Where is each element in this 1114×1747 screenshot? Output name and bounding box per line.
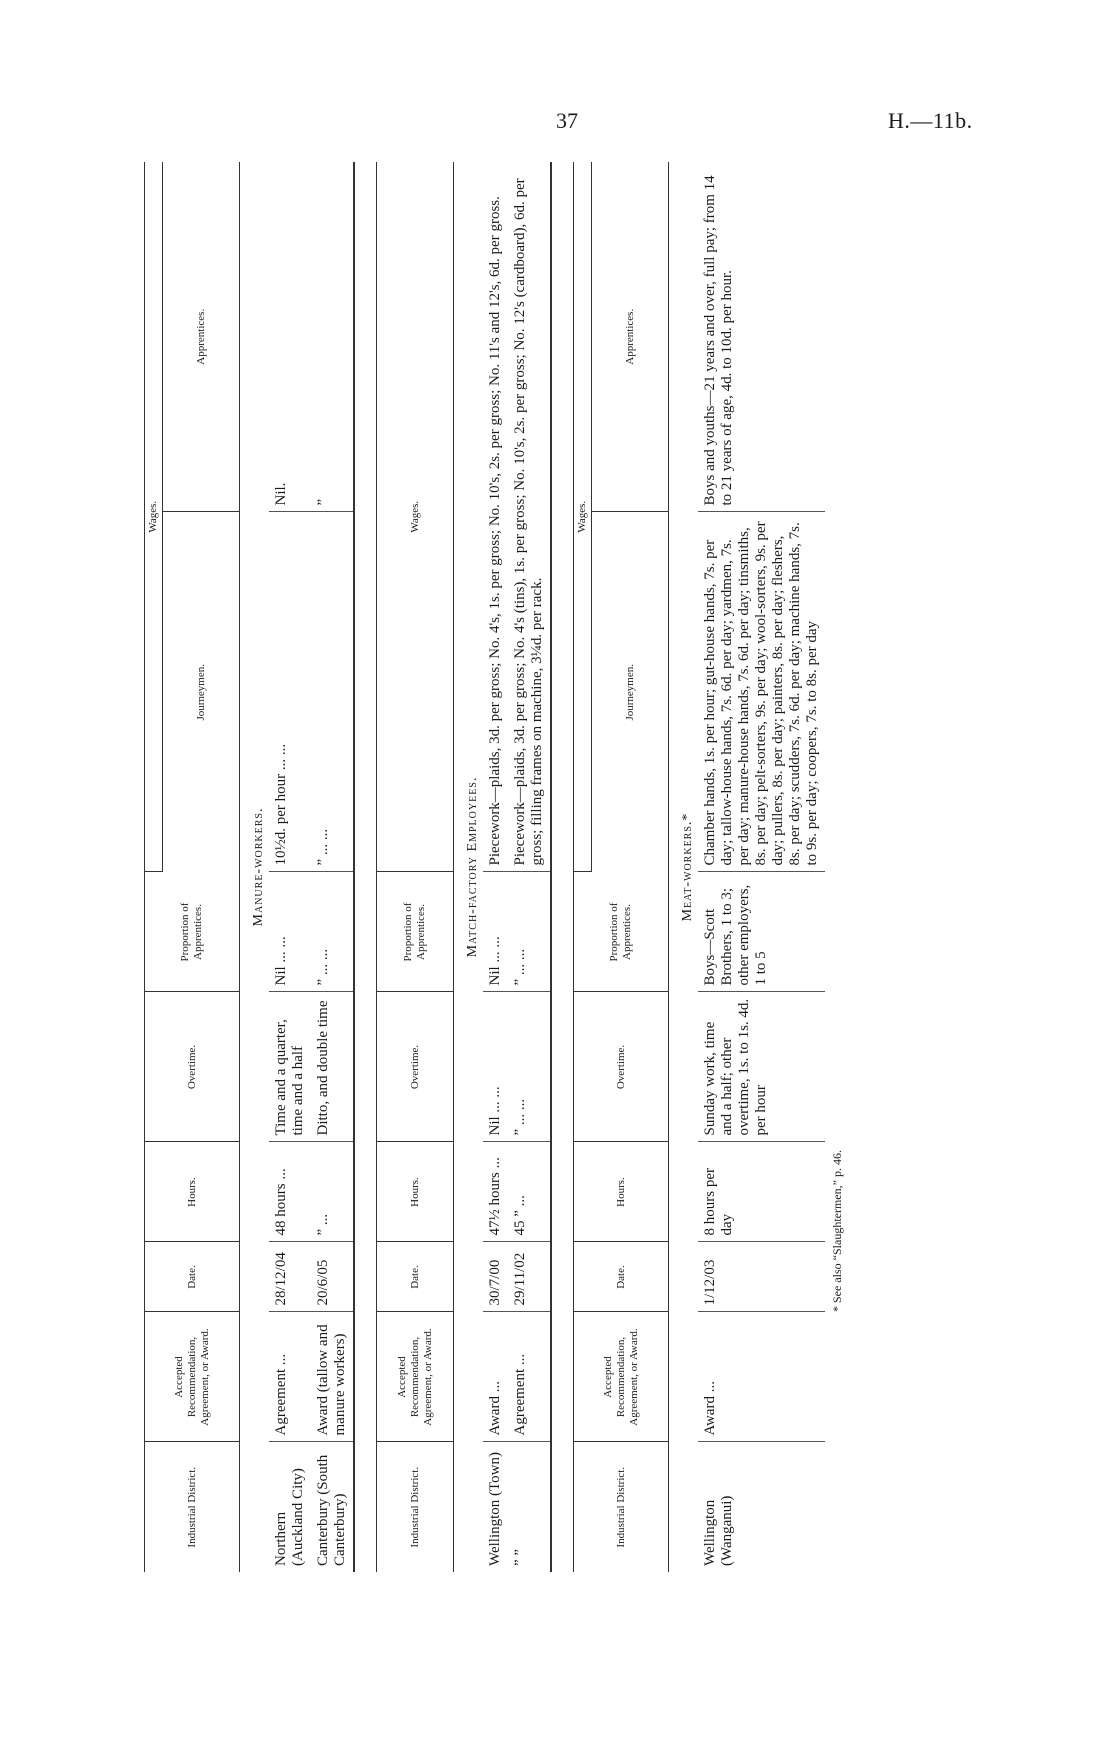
header-hours: Hours. [574,1142,669,1242]
wages: Piecework—plaids, 3d. per gross; No. 4's (tins), 1s. per gross; No. 10's, 2s. per gross; No. 12's (cardboard), 6d. per gross; filling frames on machine, 3¼d. per rack. [508,162,551,872]
table-row [698,162,825,1572]
date: 30/7/00 [483,1242,508,1312]
section-title-match: Match-factory Employees. [465,776,480,958]
table-row [311,162,354,1572]
header-overtime: Overtime. [574,992,669,1142]
header-wages: Wages. [145,162,163,872]
header-date: Date. [145,1242,240,1312]
header-apprentices: Apprentices. [163,162,240,512]
district: Canterbury (South Canterbury) [315,1454,348,1566]
overtime: Nil ... ... [483,992,508,1142]
rotated-wage-table [144,162,980,1572]
accepted: Agreement ... [269,1312,311,1442]
hours: 45 ” ... [508,1142,551,1242]
header-accepted: Accepted Recommendation, Agreement, or Award. [145,1312,240,1442]
header-wages: Wages. [377,162,454,872]
date: 1/12/03 [698,1242,825,1312]
header-overtime: Overtime. [145,992,240,1142]
date: 20/6/05 [311,1242,354,1312]
apprentice-wage: Nil. [269,162,311,512]
wages: Piecework—plaids, 3d. per gross; No. 4's, 1s. per gross; No. 10's, 2s. per gross; No. 11's and 12's, 6d. per gross. [483,162,508,872]
section-title-meat: Meat-workers.* [680,812,695,922]
manure-workers-table [144,162,376,1572]
footnote: * See also “Slaughtermen,” p. 46. [830,1150,844,1312]
accepted: Agreement ... [508,1312,551,1442]
proportion: Nil ... ... [269,872,311,992]
hours: ” ... [311,1142,354,1242]
proportion: Boys—Scott Brothers, 1 to 3; other employers, 1 to 5 [698,872,825,992]
overtime: ” ... ... [508,992,551,1142]
header-journeymen: Journeymen. [163,512,240,872]
header-proportion: Proportion of Apprentices. [145,872,240,992]
header-proportion: Proportion of Apprentices. [574,872,669,992]
section-title-manure: Manure-workers. [251,807,266,927]
apprentice-wage: Boys and youths—21 years and over, full pay; from 14 to 21 years of age, 4d. to 10d. per hour. [698,162,825,512]
proportion: ” ... ... [311,872,354,992]
district: Wellington (Wanganui) [702,1495,735,1566]
date: 29/11/02 [508,1242,551,1312]
apprentice-wage: ” [311,162,354,512]
header-accepted: Accepted Recommendation, Agreement, or Award. [377,1312,454,1442]
accepted: Award (tallow and manure workers) [311,1312,354,1442]
header-hours: Hours. [145,1142,240,1242]
header-date: Date. [377,1242,454,1312]
table-row [269,162,311,1572]
header-hours: Hours. [377,1142,454,1242]
date: 28/12/04 [269,1242,311,1312]
hours: 48 hours ... [269,1142,311,1242]
header-proportion: Proportion of Apprentices. [377,872,454,992]
document-code: H.—11b. [888,108,973,133]
header-district: Industrial District. [145,1442,240,1572]
journeymen-wage: 10½d. per hour ... ... [269,512,311,872]
accepted: Award ... [483,1312,508,1442]
header-date: Date. [574,1242,669,1312]
proportion: Nil ... ... [483,872,508,992]
accepted: Award ... [698,1312,825,1442]
district: ” ” [512,1548,528,1566]
hours: 8 hours per day [698,1142,825,1242]
header-overtime: Overtime. [377,992,454,1142]
journeymen-wage: ” ... ... [311,512,354,872]
header-journeymen: Journeymen. [592,512,669,872]
table-row [483,162,508,1572]
match-factory-table [376,162,573,1572]
page-number: 37 [556,108,578,133]
overtime: Ditto, and double time [311,992,354,1142]
header-district: Industrial District. [377,1442,454,1572]
district: Northern (Auckland City) [273,1468,306,1566]
proportion: ” ... ... [508,872,551,992]
journeymen-wage: Chamber hands, 1s. per hour; gut-house hands, 7s. per day; tallow-house hands, 7s. 6d. per day; yardmen, 7s. per day; manure-house hands, 7s. 6d. per day; tinsmiths, 8s. per day; pelt-sorters, 9s. per day; wool-sorters, 9s. per day; pullers, 8s. per day; painters, 8s. per day; fleshers, 8s. per day; scudders, 7s. 6d. per day; machine hands, 7s. to 9s. per day; coopers, 7s. to 8s. per day [698,512,825,872]
meat-workers-table [573,162,850,1572]
header-wages: Wages. [574,162,592,872]
header-apprentices: Apprentices. [592,162,669,512]
table-row [508,162,551,1572]
overtime: Sunday work, time and a half; other overtime, 1s. to 1s. 4d. per hour [698,992,825,1142]
overtime: Time and a quarter, time and a half [269,992,311,1142]
header-district: Industrial District. [574,1442,669,1572]
district: Wellington (Town) [487,1452,503,1566]
header-accepted: Accepted Recommendation, Agreement, or Award. [574,1312,669,1442]
hours: 47½ hours ... [483,1142,508,1242]
